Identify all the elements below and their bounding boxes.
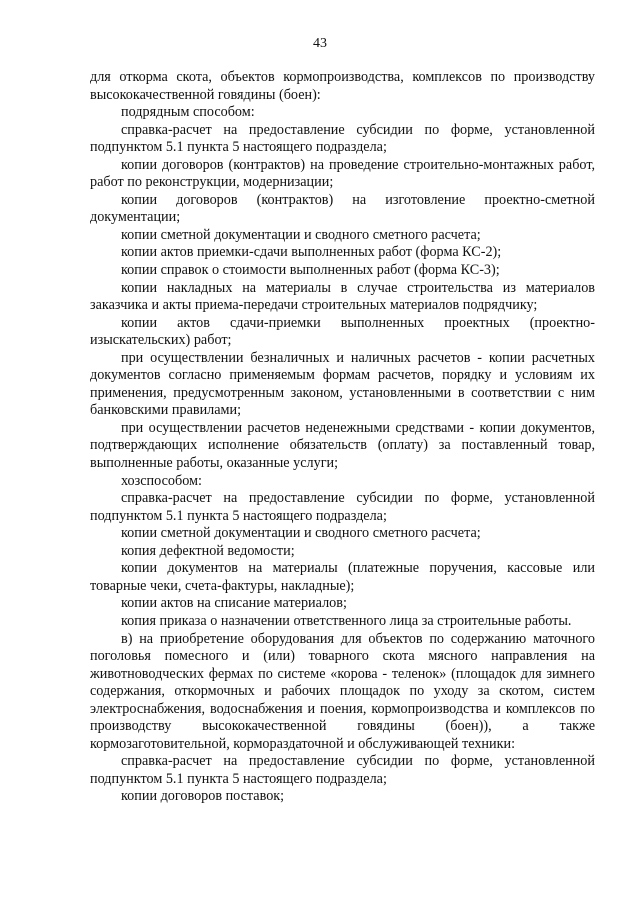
paragraph: копии актов на списание материалов;: [121, 595, 347, 612]
paragraph: при осуществлении расчетов неденежными средствами - копии документов, подтверждающих исполнение обязательств (оплату) за поставленный товар, выполненные работы, оказанные услуги;: [90, 419, 595, 472]
paragraph: копии актов приемки-сдачи выполненных работ (форма КС-2);: [121, 244, 502, 261]
paragraph: справка-расчет на предоставление субсидии по форме, установленной подпунктом 5.1 пункта 5 настоящего подраздела;: [90, 121, 595, 156]
paragraph: справка-расчет на предоставление субсидии по форме, установленной подпунктом 5.1 пункта 5 настоящего подраздела;: [90, 753, 595, 787]
paragraph-subsection-v: в) на приобретение оборудования для объектов по содержанию маточного поголовья помесного и (или) товарного скота мясного направления на животноводческих фермах по системе «корова - теленок» (площадок для зимнего содержания, откормочных и рабочих площадок по уходу за скотом, систем электроснабжения, водоснабжения и поения, кормопроизводства и комплексов по производству высококачественной говядины (боен)), а также кормозаготовительной, кормораздаточной и обслуживающей техники:: [90, 630, 595, 752]
paragraph-continuation: для откорма скота, объектов кормопроизводства, комплексов по производству высококачественной говядины (боен):: [90, 69, 595, 103]
paragraph: копии накладных на материалы в случае строительства из материалов заказчика и акты приема-передачи строительных материалов подрядчику;: [90, 279, 595, 314]
paragraph: копии договоров (контрактов) на проведение строительно-монтажных работ, работ по реконструкции, модернизации;: [90, 156, 595, 191]
paragraph: копия приказа о назначении ответственного лица за строительные работы.: [121, 612, 572, 629]
page-number: 43: [313, 36, 327, 51]
paragraph: копия дефектной ведомости;: [121, 542, 295, 559]
paragraph: копии договоров (контрактов) на изготовление проектно-сметной документации;: [90, 191, 595, 226]
paragraph: копии актов сдачи-приемки выполненных проектных (проектно-изыскательских) работ;: [90, 314, 595, 349]
paragraph: при осуществлении безналичных и наличных расчетов - копии расчетных документов согласно применяемым формам расчетов, порядку и условиям их применения, предусмотренным законом, установленными в соответствии с ним банковскими правилами;: [90, 349, 595, 419]
paragraph-contract-method-heading: подрядным способом:: [121, 104, 255, 121]
paragraph: копии документов на материалы (платежные поручения, кассовые или товарные чеки, счета-фактуры, накладные);: [90, 560, 595, 594]
paragraph: справка-расчет на предоставление субсидии по форме, установленной подпунктом 5.1 пункта 5 настоящего подраздела;: [90, 490, 595, 524]
paragraph-own-method-heading: хозспособом:: [121, 472, 202, 489]
paragraph: копии сметной документации и сводного сметного расчета;: [121, 226, 481, 243]
paragraph: копии договоров поставок;: [121, 788, 285, 805]
paragraph: копии сметной документации и сводного сметного расчета;: [121, 525, 481, 542]
paragraph: копии справок о стоимости выполненных работ (форма КС-3);: [121, 262, 500, 279]
document-body: [90, 69, 595, 806]
